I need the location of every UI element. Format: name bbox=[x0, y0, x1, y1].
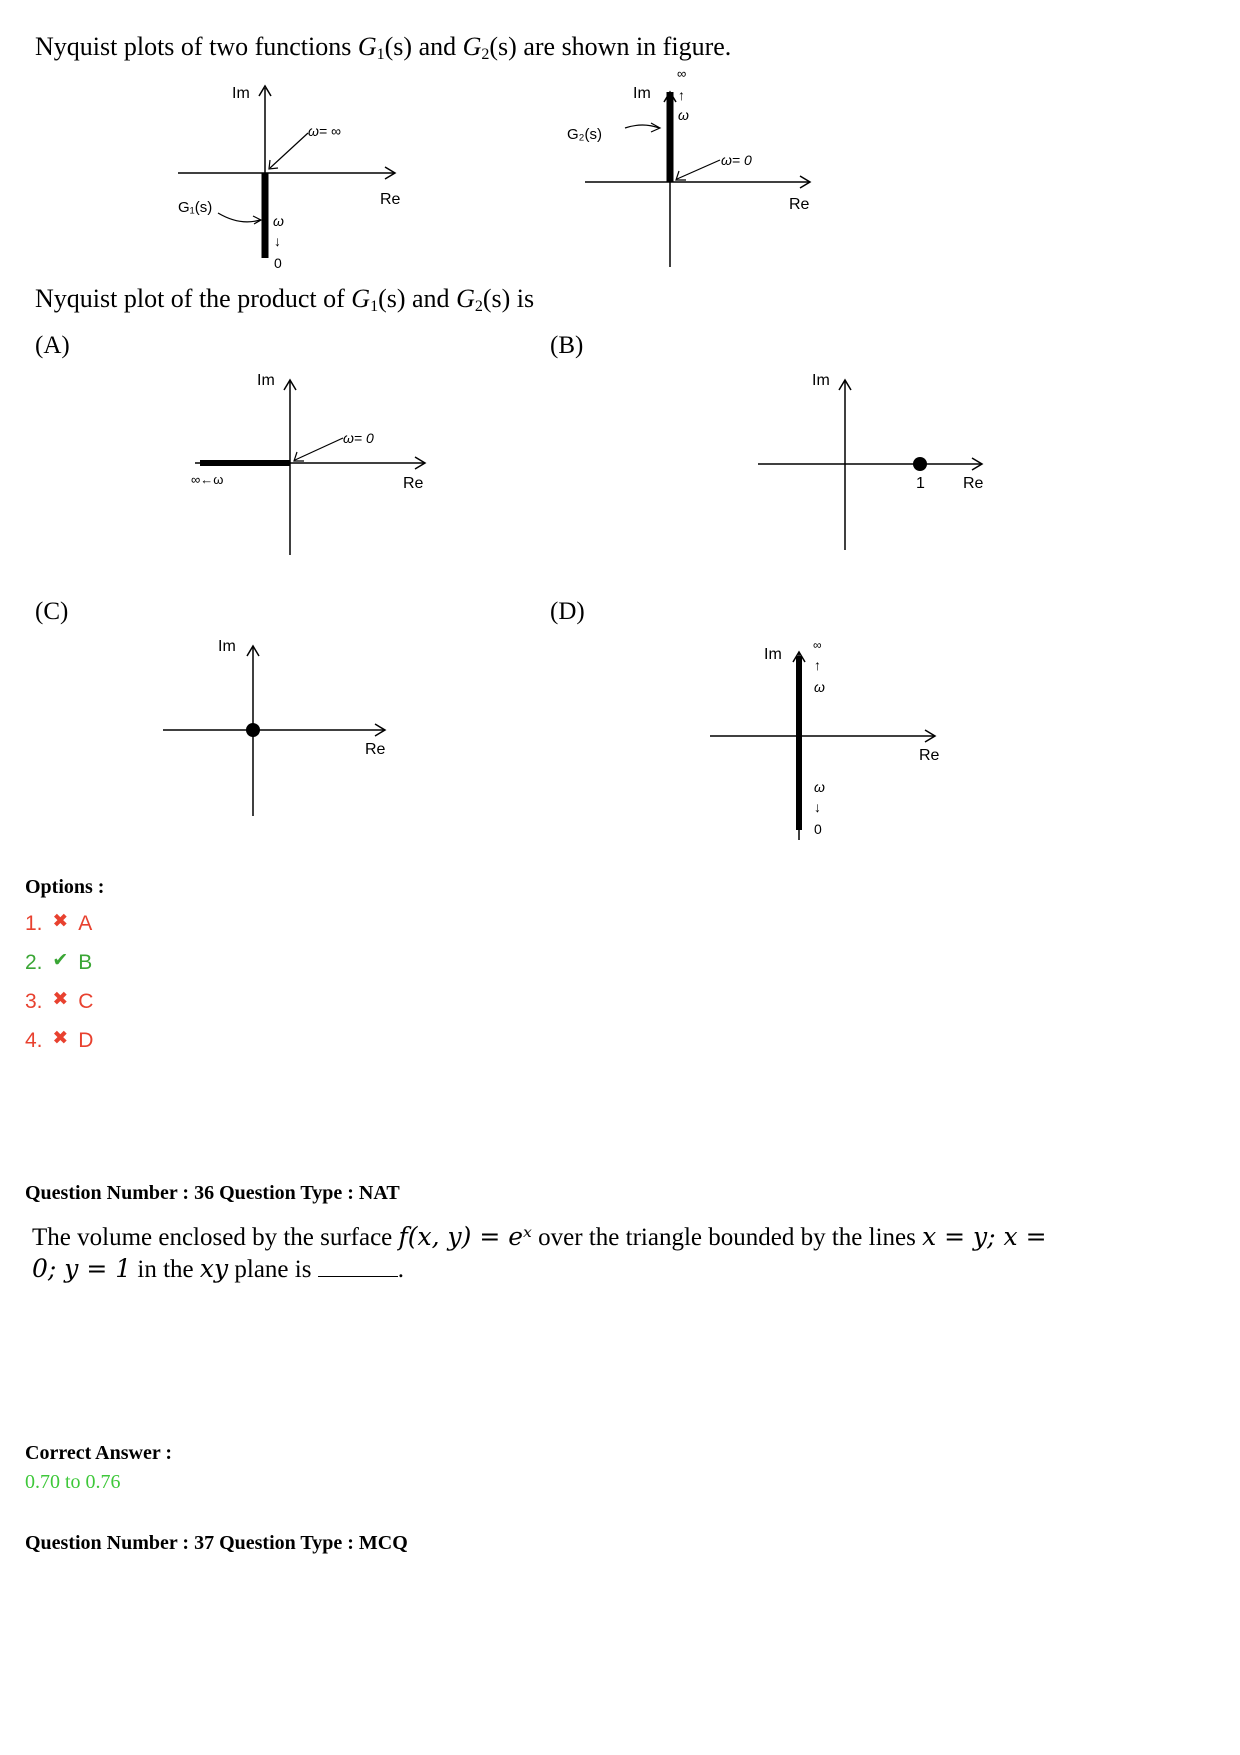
re-label: Re bbox=[403, 475, 424, 492]
cross-icon: ✖ bbox=[52, 1028, 69, 1049]
im-label: Im bbox=[232, 85, 250, 102]
option-value: A bbox=[78, 912, 93, 935]
omega-bottom-label: ω bbox=[814, 779, 825, 795]
nyquist-figure-d bbox=[705, 630, 965, 850]
omega-top-label: ω bbox=[814, 679, 825, 695]
nyquist-figure-a bbox=[185, 370, 445, 560]
options-heading: Options : bbox=[25, 876, 105, 898]
point-at-one bbox=[913, 457, 927, 471]
question-37-header: Question Number : 37 Question Type : MCQ bbox=[25, 1532, 408, 1554]
correct-answer-value: 0.70 to 0.76 bbox=[25, 1471, 121, 1493]
im-label: Im bbox=[633, 85, 651, 102]
one-label: 1 bbox=[916, 475, 925, 492]
omega-label: ω bbox=[678, 107, 689, 123]
g1-label: G₁(s) bbox=[178, 199, 213, 216]
nyquist-figure-b bbox=[750, 370, 1010, 560]
answer-blank bbox=[318, 1276, 398, 1277]
zero-label: 0 bbox=[814, 821, 822, 837]
up-arrow-label: ↑ bbox=[678, 87, 685, 103]
omega-zero-label: ω= 0 bbox=[721, 152, 752, 168]
option-3[interactable] bbox=[25, 988, 93, 1014]
choice-label-b: (B) bbox=[550, 332, 584, 359]
g2-label: G₂(s) bbox=[567, 126, 602, 143]
nyquist-figure-c bbox=[160, 636, 420, 826]
option-number: 2. bbox=[25, 951, 43, 974]
nyquist-figure-g1 bbox=[170, 78, 410, 278]
im-label: Im bbox=[812, 372, 830, 389]
zero-label: 0 bbox=[274, 255, 282, 271]
cross-icon: ✖ bbox=[52, 989, 69, 1010]
check-icon: ✔ bbox=[52, 950, 69, 971]
option-number: 1. bbox=[25, 912, 43, 935]
down-arrow-label: ↓ bbox=[814, 799, 821, 815]
option-value: D bbox=[78, 1029, 94, 1052]
question-36-line-1: The volume enclosed by the surface f(x, y) = eˣ over the triangle bounded by the lines x = y; x = bbox=[32, 1222, 1047, 1251]
re-label: Re bbox=[365, 741, 386, 758]
question-36-line-2: 0; y = 1 in the xy plane is . bbox=[32, 1254, 404, 1283]
inf-omega-label: ∞←ω bbox=[191, 472, 224, 487]
inf-label: ∞ bbox=[813, 638, 822, 652]
omega-inf-label: ω= ∞ bbox=[308, 123, 341, 139]
correct-answer-label: Correct Answer : bbox=[25, 1442, 172, 1464]
omega-label: ω bbox=[273, 213, 284, 229]
im-label: Im bbox=[257, 372, 275, 389]
product-question: Nyquist plot of the product of $G_1(s)$ and $G_2(s)$ is bbox=[35, 284, 535, 315]
option-number: 4. bbox=[25, 1029, 43, 1052]
re-label: Re bbox=[789, 196, 810, 213]
down-arrow-label: ↓ bbox=[274, 233, 281, 249]
re-label: Re bbox=[380, 191, 401, 208]
omega-zero-label: ω= 0 bbox=[343, 430, 374, 446]
question-intro: Nyquist plots of two functions $G_1(s)$ and $G_2(s)$ are shown in figure. bbox=[35, 32, 732, 63]
choice-label-c: (C) bbox=[35, 598, 69, 625]
im-label: Im bbox=[218, 638, 236, 655]
question-36-header: Question Number : 36 Question Type : NAT bbox=[25, 1182, 400, 1204]
choice-label-d: (D) bbox=[550, 598, 585, 625]
option-value: B bbox=[78, 951, 93, 974]
option-4[interactable] bbox=[25, 1027, 93, 1053]
up-arrow-label: ↑ bbox=[814, 657, 821, 673]
cross-icon: ✖ bbox=[52, 911, 69, 932]
im-label: Im bbox=[764, 646, 782, 663]
point-at-origin bbox=[246, 723, 260, 737]
option-number: 3. bbox=[25, 990, 43, 1013]
choice-label-a: (A) bbox=[35, 332, 70, 359]
option-2[interactable] bbox=[25, 949, 92, 975]
re-label: Re bbox=[919, 747, 940, 764]
re-label: Re bbox=[963, 475, 984, 492]
nyquist-figure-g2 bbox=[565, 66, 825, 272]
option-1[interactable] bbox=[25, 910, 92, 936]
option-value: C bbox=[78, 990, 94, 1013]
inf-label: ∞ bbox=[677, 66, 687, 81]
